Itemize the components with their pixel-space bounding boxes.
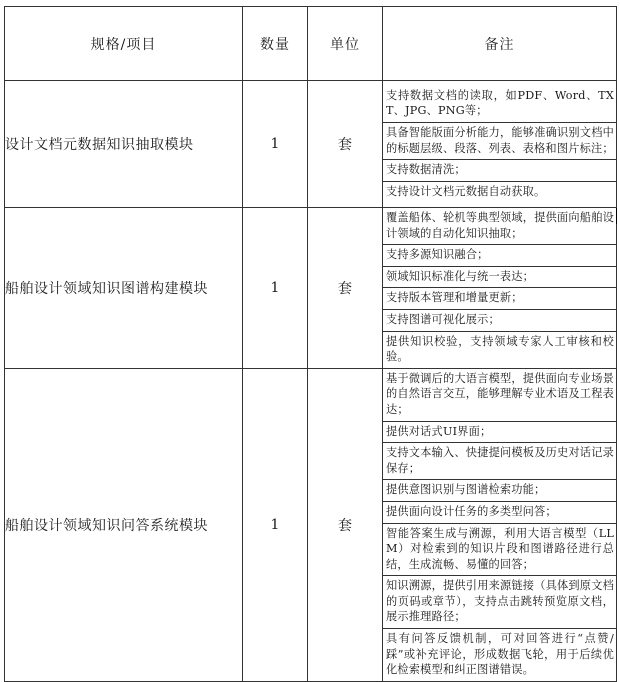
row-unit: 套: [308, 368, 383, 681]
row-notes: [383, 81, 617, 208]
table-header-row: [5, 7, 617, 81]
table-row: [5, 81, 617, 208]
note-item: 覆盖船体、轮机等典型领域，提供面向船舶设计领域的自动化知识抽取；: [383, 208, 616, 245]
row-qty: 1: [243, 81, 308, 208]
note-item: 支持数据清洗；: [383, 160, 616, 182]
note-item: 领域知识标准化与统一表达；: [383, 267, 616, 289]
note-item: 智能答案生成与溯源，利用大语言模型（LLM）对检索到的知识片段和图谱路径进行总结，生成流畅、易懂的回答；: [383, 524, 616, 577]
header-notes: 备注: [383, 7, 617, 81]
note-item: 提供对话式UI界面；: [383, 422, 616, 444]
note-item: 提供面向设计任务的多类型问答；: [383, 502, 616, 524]
row-qty: 1: [243, 368, 308, 681]
row-spec-name: 船舶设计领域知识问答系统模块: [5, 368, 243, 681]
note-item: 具有问答反馈机制，可对回答进行“点赞/踩”或补充评论，形成数据飞轮，用于后续优化检索模型和纠正图谱错误。: [386, 632, 614, 677]
note-item: 支持版本管理和增量更新；: [383, 288, 616, 310]
table-row: [5, 368, 617, 681]
row-spec-name: 设计文档元数据知识抽取模块: [5, 81, 243, 208]
note-item: 基于微调后的大语言模型，提供面向专业场景的自然语言交互，能够理解专业术语及工程表达；: [383, 369, 616, 422]
note-item: 支持图谱可视化展示；: [383, 310, 616, 332]
header-qty: 数量: [243, 7, 308, 81]
note-item: 具备智能版面分析能力，能够准确识别文档中的标题层级、段落、列表、表格和图片标注；: [383, 123, 616, 160]
row-spec-name: 船舶设计领域知识图谱构建模块: [5, 208, 243, 369]
row-unit: 套: [308, 208, 383, 369]
note-item: 支持数据文档的读取，如PDF、Word、TXT、JPG、PNG等；: [383, 86, 616, 123]
row-notes: [383, 208, 617, 369]
row-notes: [383, 368, 617, 681]
note-item: 知识溯源，提供引用来源链接（具体到原文档的页码或章节），支持点击跳转预览原文档，展示推理路径；: [383, 576, 616, 629]
note-item: 支持文本输入、快捷提问模板及历史对话记录保存；: [383, 443, 616, 480]
note-item: 提供知识校验，支持领域专家人工审核和校验。: [386, 334, 614, 364]
header-spec: 规格/项目: [5, 7, 243, 81]
note-item: 提供意图识别与图谱检索功能；: [383, 480, 616, 502]
header-unit: 单位: [308, 7, 383, 81]
note-item: 支持设计文档元数据自动获取。: [386, 184, 546, 198]
note-item: 支持多源知识融合；: [383, 245, 616, 267]
table-row: [5, 208, 617, 369]
row-qty: 1: [243, 208, 308, 369]
spec-table: [4, 6, 617, 682]
text-cursor-mark: [616, 208, 617, 224]
row-unit: 套: [308, 81, 383, 208]
